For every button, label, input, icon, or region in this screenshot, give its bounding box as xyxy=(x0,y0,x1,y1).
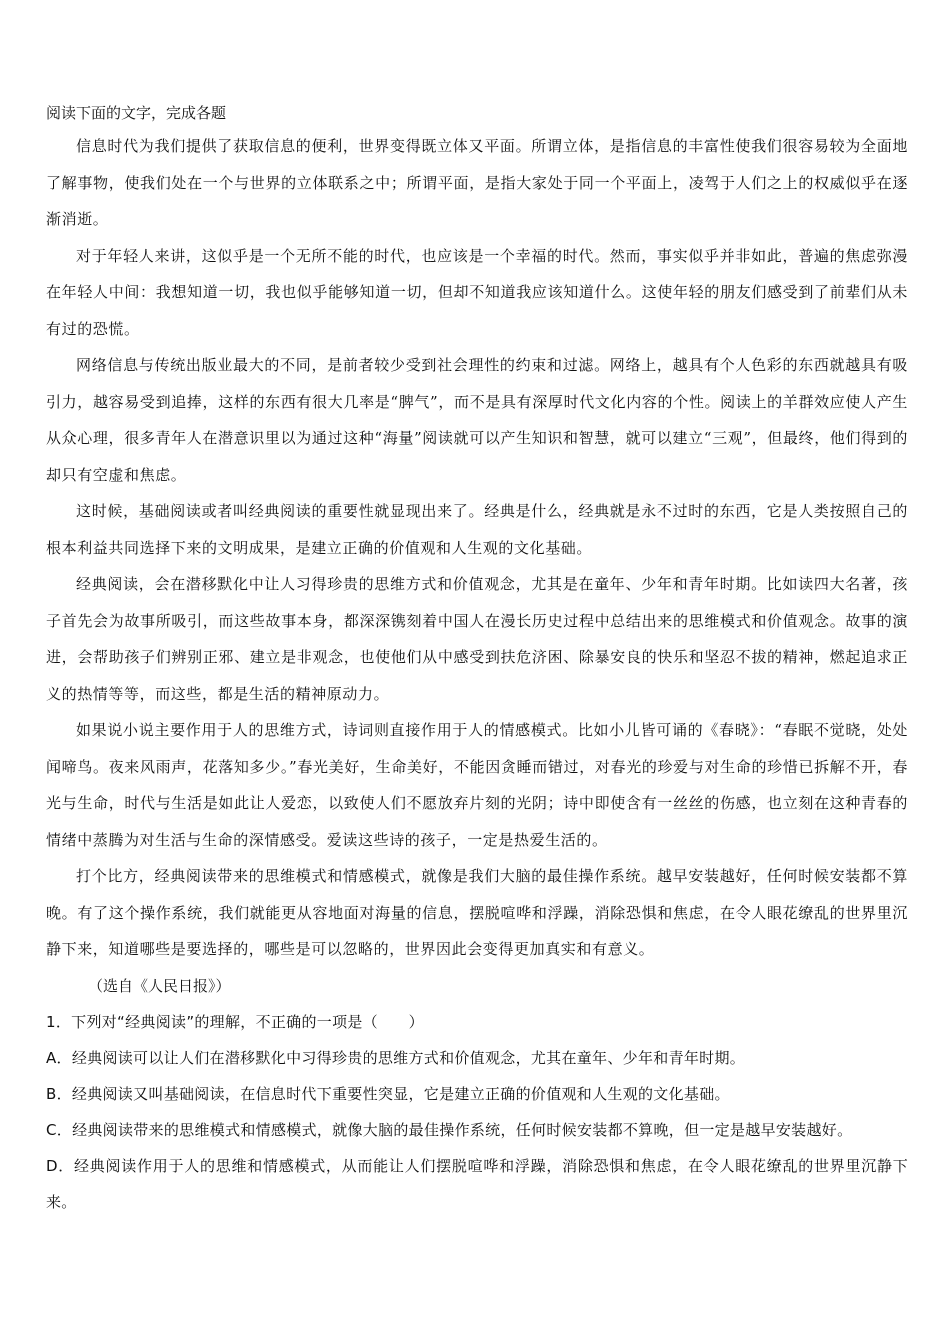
article-paragraph: 如果说小说主要作用于人的思维方式，诗词则直接作用于人的情感模式。比如小儿皆可诵的《春晓》：“春眠不觉晓，处处闻啼鸟。夜来风雨声，花落知多少。”春光美好，生命美好，不能因贪睡而错过，对春光的珍爱与对生命的珍惜已拆解不开，春光与生命，时代与生活是如此让人爱恋，以致使人们不愿放弃片刻的光阴；诗中即使含有一丝丝的伤感，也立刻在这种青春的情绪中蒸腾为对生活与生命的深情感受。爱读这些诗的孩子，一定是热爱生活的。 xyxy=(46,721,908,849)
article-paragraph: 网络信息与传统出版业最大的不同，是前者较少受到社会理性的约束和过滤。网络上，越具有个人色彩的东西就越具有吸引力，越容易受到追捧，这样的东西有很大几率是“脾气”，而不是具有深厚时代文化内容的个性。阅读上的羊群效应使人产生从众心理，很多青年人在潜意识里以为通过这种“海量”阅读就可以产生知识和智慧，就可以建立“三观”，但最终，他们得到的却只有空虚和焦虑。 xyxy=(46,356,908,484)
article-source: （选自《人民日报》） xyxy=(88,976,231,995)
question-1 xyxy=(46,1004,908,1220)
instruction-heading: 阅读下面的文字，完成各题 xyxy=(46,104,227,122)
article-paragraph: 这时候，基础阅读或者叫经典阅读的重要性就显现出来了。经典是什么，经典就是永不过时的东西，它是人类按照自己的根本利益共同选择下来的文明成果，是建立正确的价值观和人生观的文化基础。 xyxy=(46,502,908,557)
question-stem: 1．下列对“经典阅读”的理解，不正确的一项是（ ） xyxy=(46,1012,424,1031)
option-d: D．经典阅读作用于人的思维和情感模式，从而能让人们摆脱喧哗和浮躁，消除恐惧和焦虑，在令人眼花缭乱的世界里沉静下来。 xyxy=(46,1156,908,1211)
option-c: C．经典阅读带来的思维模式和情感模式，就像大脑的最佳操作系统，任何时候安装都不算晚，但一定是越早安装越好。 xyxy=(46,1120,853,1139)
article-body xyxy=(46,128,908,968)
article-paragraph: 信息时代为我们提供了获取信息的便利，世界变得既立体又平面。所谓立体，是指信息的丰富性使我们很容易较为全面地了解事物，使我们处在一个与世界的立体联系之中；所谓平面，是指大家处于同一个平面上，凌驾于人们之上的权威似乎在逐渐消逝。 xyxy=(46,137,908,228)
article-paragraph: 打个比方，经典阅读带来的思维模式和情感模式，就像是我们大脑的最佳操作系统。越早安装越好，任何时候安装都不算晚。有了这个操作系统，我们就能更从容地面对海量的信息，摆脱喧哗和浮躁，消除恐惧和焦虑，在令人眼花缭乱的世界里沉静下来，知道哪些是要选择的，哪些是可以忽略的，世界因此会变得更加真实和有意义。 xyxy=(46,867,908,958)
article-paragraph: 经典阅读，会在潜移默化中让人习得珍贵的思维方式和价值观念，尤其是在童年、少年和青年时期。比如读四大名著，孩子首先会为故事所吸引，而这些故事本身，都深深镌刻着中国人在漫长历史过程中总结出来的思维模式和价值观念。故事的演进，会帮助孩子们辨别正邪、建立是非观念，也使他们从中感受到扶危济困、除暴安良的快乐和坚忍不拔的精神，燃起追求正义的热情等等，而这些，都是生活的精神原动力。 xyxy=(46,575,908,703)
article-paragraph: 对于年轻人来讲，这似乎是一个无所不能的时代，也应该是一个幸福的时代。然而，事实似乎并非如此，普遍的焦虑弥漫在年轻人中间：我想知道一切，我也似乎能够知道一切，但却不知道我应该知道什么。这使年轻的朋友们感受到了前辈们从未有过的恐慌。 xyxy=(46,246,908,338)
option-a: A．经典阅读可以让人们在潜移默化中习得珍贵的思维方式和价值观念，尤其在童年、少年和青年时期。 xyxy=(46,1048,746,1067)
option-b: B．经典阅读又叫基础阅读，在信息时代下重要性突显，它是建立正确的价值观和人生观的文化基础。 xyxy=(46,1084,730,1103)
document-page xyxy=(46,98,908,1220)
